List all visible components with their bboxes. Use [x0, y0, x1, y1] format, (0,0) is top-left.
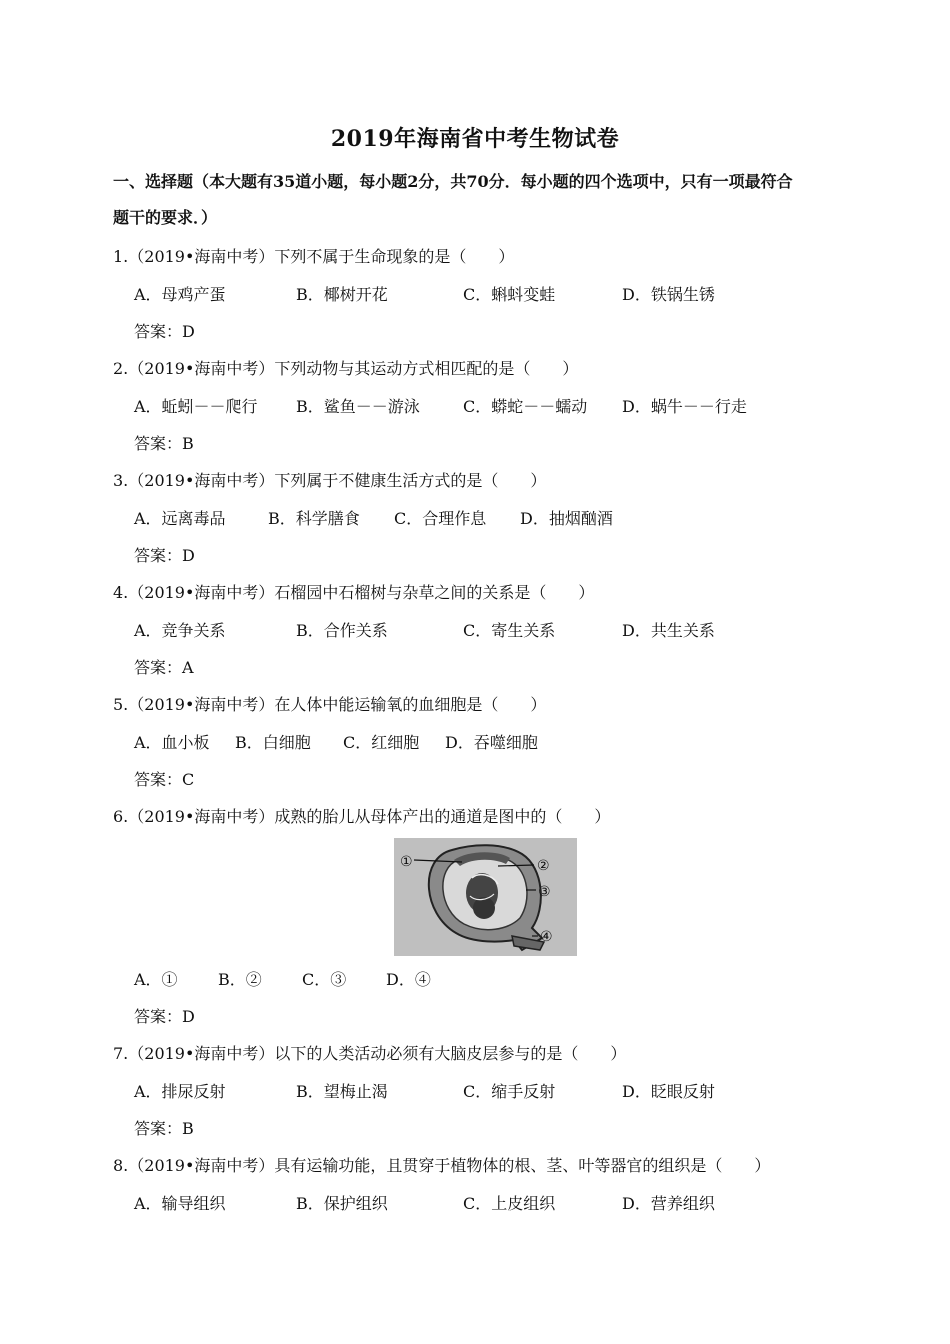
question-4-option-d: D．共生关系 — [622, 621, 715, 640]
question-3-stem: 3.（2019•海南中考）下列属于不健康生活方式的是（ ） — [113, 471, 547, 490]
question-4-option-c: C．寄生关系 — [463, 621, 556, 640]
question-1-stem: 1.（2019•海南中考）下列不属于生命现象的是（ ） — [113, 247, 515, 266]
question-5-option-d: D．吞噬细胞 — [445, 733, 538, 752]
question-6-option-b: B．② — [218, 970, 262, 989]
question-7-answer: 答案：B — [134, 1119, 194, 1138]
uterus-diagram — [394, 838, 577, 956]
question-1-option-b: B．椰树开花 — [296, 285, 388, 304]
figure-label-2: ② — [537, 858, 550, 874]
question-6-option-a: A．① — [134, 970, 178, 989]
question-2-stem: 2.（2019•海南中考）下列动物与其运动方式相匹配的是（ ） — [113, 359, 579, 378]
question-2-option-c: C．蟒蛇－－蠕动 — [463, 397, 588, 416]
question-8-option-c: C．上皮组织 — [463, 1194, 556, 1213]
question-7-option-a: A．排尿反射 — [134, 1082, 226, 1101]
question-2-option-a: A．蚯蚓－－爬行 — [134, 397, 258, 416]
question-5-option-c: C．红细胞 — [343, 733, 420, 752]
question-3-option-b: B．科学膳食 — [268, 509, 360, 528]
figure-label-1: ① — [400, 854, 413, 870]
question-5-answer: 答案：C — [134, 770, 195, 789]
question-5-stem: 5.（2019•海南中考）在人体中能运输氧的血细胞是（ ） — [113, 695, 547, 714]
question-4-stem: 4.（2019•海南中考）石榴园中石榴树与杂草之间的关系是（ ） — [113, 583, 595, 602]
question-8-option-d: D．营养组织 — [622, 1194, 715, 1213]
question-7-option-b: B．望梅止渴 — [296, 1082, 388, 1101]
question-3-option-a: A．远离毒品 — [134, 509, 226, 528]
question-6-stem: 6.（2019•海南中考）成熟的胎儿从母体产出的通道是图中的（ ） — [113, 807, 611, 826]
question-4-option-a: A．竞争关系 — [134, 621, 226, 640]
question-1-answer: 答案：D — [134, 322, 195, 341]
question-3-option-d: D．抽烟酗酒 — [520, 509, 613, 528]
question-4-option-b: B．合作关系 — [296, 621, 388, 640]
question-8-option-b: B．保护组织 — [296, 1194, 388, 1213]
question-6-option-c: C．③ — [302, 970, 347, 989]
question-6-answer: 答案：D — [134, 1007, 195, 1026]
section-heading-line2: 题干的要求．） — [113, 208, 218, 227]
fetus-head — [473, 897, 495, 919]
question-1-option-c: C．蝌蚪变蛙 — [463, 285, 556, 304]
question-6-option-d: D．④ — [386, 970, 431, 989]
question-8-option-a: A．输导组织 — [134, 1194, 226, 1213]
question-2-option-b: B．鲨鱼－－游泳 — [296, 397, 420, 416]
question-5-option-b: B．白细胞 — [235, 733, 311, 752]
question-4-answer: 答案：A — [134, 658, 194, 677]
question-5-option-a: A．血小板 — [134, 733, 210, 752]
question-3-answer: 答案：D — [134, 546, 195, 565]
question-1-option-a: A．母鸡产蛋 — [134, 285, 226, 304]
figure-label-4: ④ — [540, 929, 553, 945]
question-2-answer: 答案：B — [134, 434, 194, 453]
question-2-option-d: D．蜗牛－－行走 — [622, 397, 747, 416]
figure-label-3: ③ — [538, 884, 551, 900]
section-heading-line1: 一、选择题（本大题有35道小题，每小题2分，共70分．每小题的四个选项中，只有一项最符合 — [113, 172, 793, 191]
question-3-option-c: C．合理作息 — [394, 509, 487, 528]
question-7-option-c: C．缩手反射 — [463, 1082, 556, 1101]
question-8-stem: 8.（2019•海南中考）具有运输功能，且贯穿于植物体的根、茎、叶等器官的组织是（ ） — [113, 1156, 771, 1175]
question-7-stem: 7.（2019•海南中考）以下的人类活动必须有大脑皮层参与的是（ ） — [113, 1044, 627, 1063]
question-7-option-d: D．眨眼反射 — [622, 1082, 715, 1101]
question-1-option-d: D．铁锅生锈 — [622, 285, 715, 304]
page-title: 2019年海南省中考生物试卷 — [330, 126, 620, 152]
